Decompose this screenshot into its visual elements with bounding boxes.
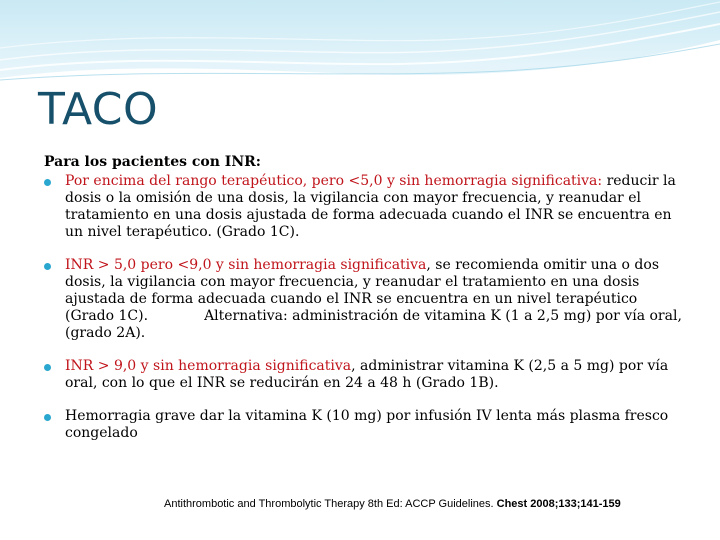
highlight-text: INR > 5,0 pero <9,0 y sin hemorragia significativa — [65, 257, 427, 273]
intro-text: Para los pacientes con INR: — [44, 154, 261, 170]
header-wave-decoration — [0, 0, 720, 84]
citation — [164, 498, 621, 510]
list-item — [44, 408, 684, 442]
body-text: Hemorragia grave dar la vitamina K (10 mg) por infusión IV lenta más plasma fresco congelado — [65, 408, 669, 441]
bullet-dot-icon — [44, 414, 51, 421]
bullet-dot-icon — [44, 364, 51, 371]
body-text: , se recomienda omitir una o dos dosis, la vigilancia con mayor frecuencia, y reanudar el tratamiento en una dosis ajustada de forma adecuada cuando el INR se encuentra en un nivel terapéutico (Grado 1C). — [65, 257, 659, 324]
bullet-list — [44, 173, 684, 442]
highlight-text: INR > 9,0 y sin hemorragia significativa — [65, 358, 352, 374]
body-text: reducir la dosis o la omisión de una dosis, la vigilancia con mayor frecuencia, y reanudar el tratamiento en una dosis ajustada de forma adecuada cuando el INR se encuentra en un nivel terapéutico. (Grado 1C). — [65, 173, 676, 240]
body-text: , administrar vitamina K (2,5 a 5 mg) por vía oral, con lo que el INR se reducirán en 24 a 48 h (Grado 1B). — [65, 358, 669, 391]
citation-text: Antithrombotic and Thrombolytic Therapy 8th Ed: ACCP Guidelines. — [164, 498, 497, 510]
list-item — [44, 257, 684, 342]
list-item — [44, 358, 684, 392]
bullet-dot-icon — [44, 263, 51, 270]
alternative-text: Alternativa: administración de vitamina K (1 a 2,5 mg) por vía oral, (grado 2A). — [65, 308, 682, 341]
bullet-dot-icon — [44, 179, 51, 186]
citation-source: Chest 2008;133;141-159 — [496, 498, 621, 510]
list-item — [44, 173, 684, 241]
slide-title: TACO — [38, 84, 159, 135]
highlight-text: Por encima del rango terapéutico, pero <5,0 y sin hemorragia significativa: — [65, 173, 603, 189]
slide-body — [44, 154, 684, 442]
